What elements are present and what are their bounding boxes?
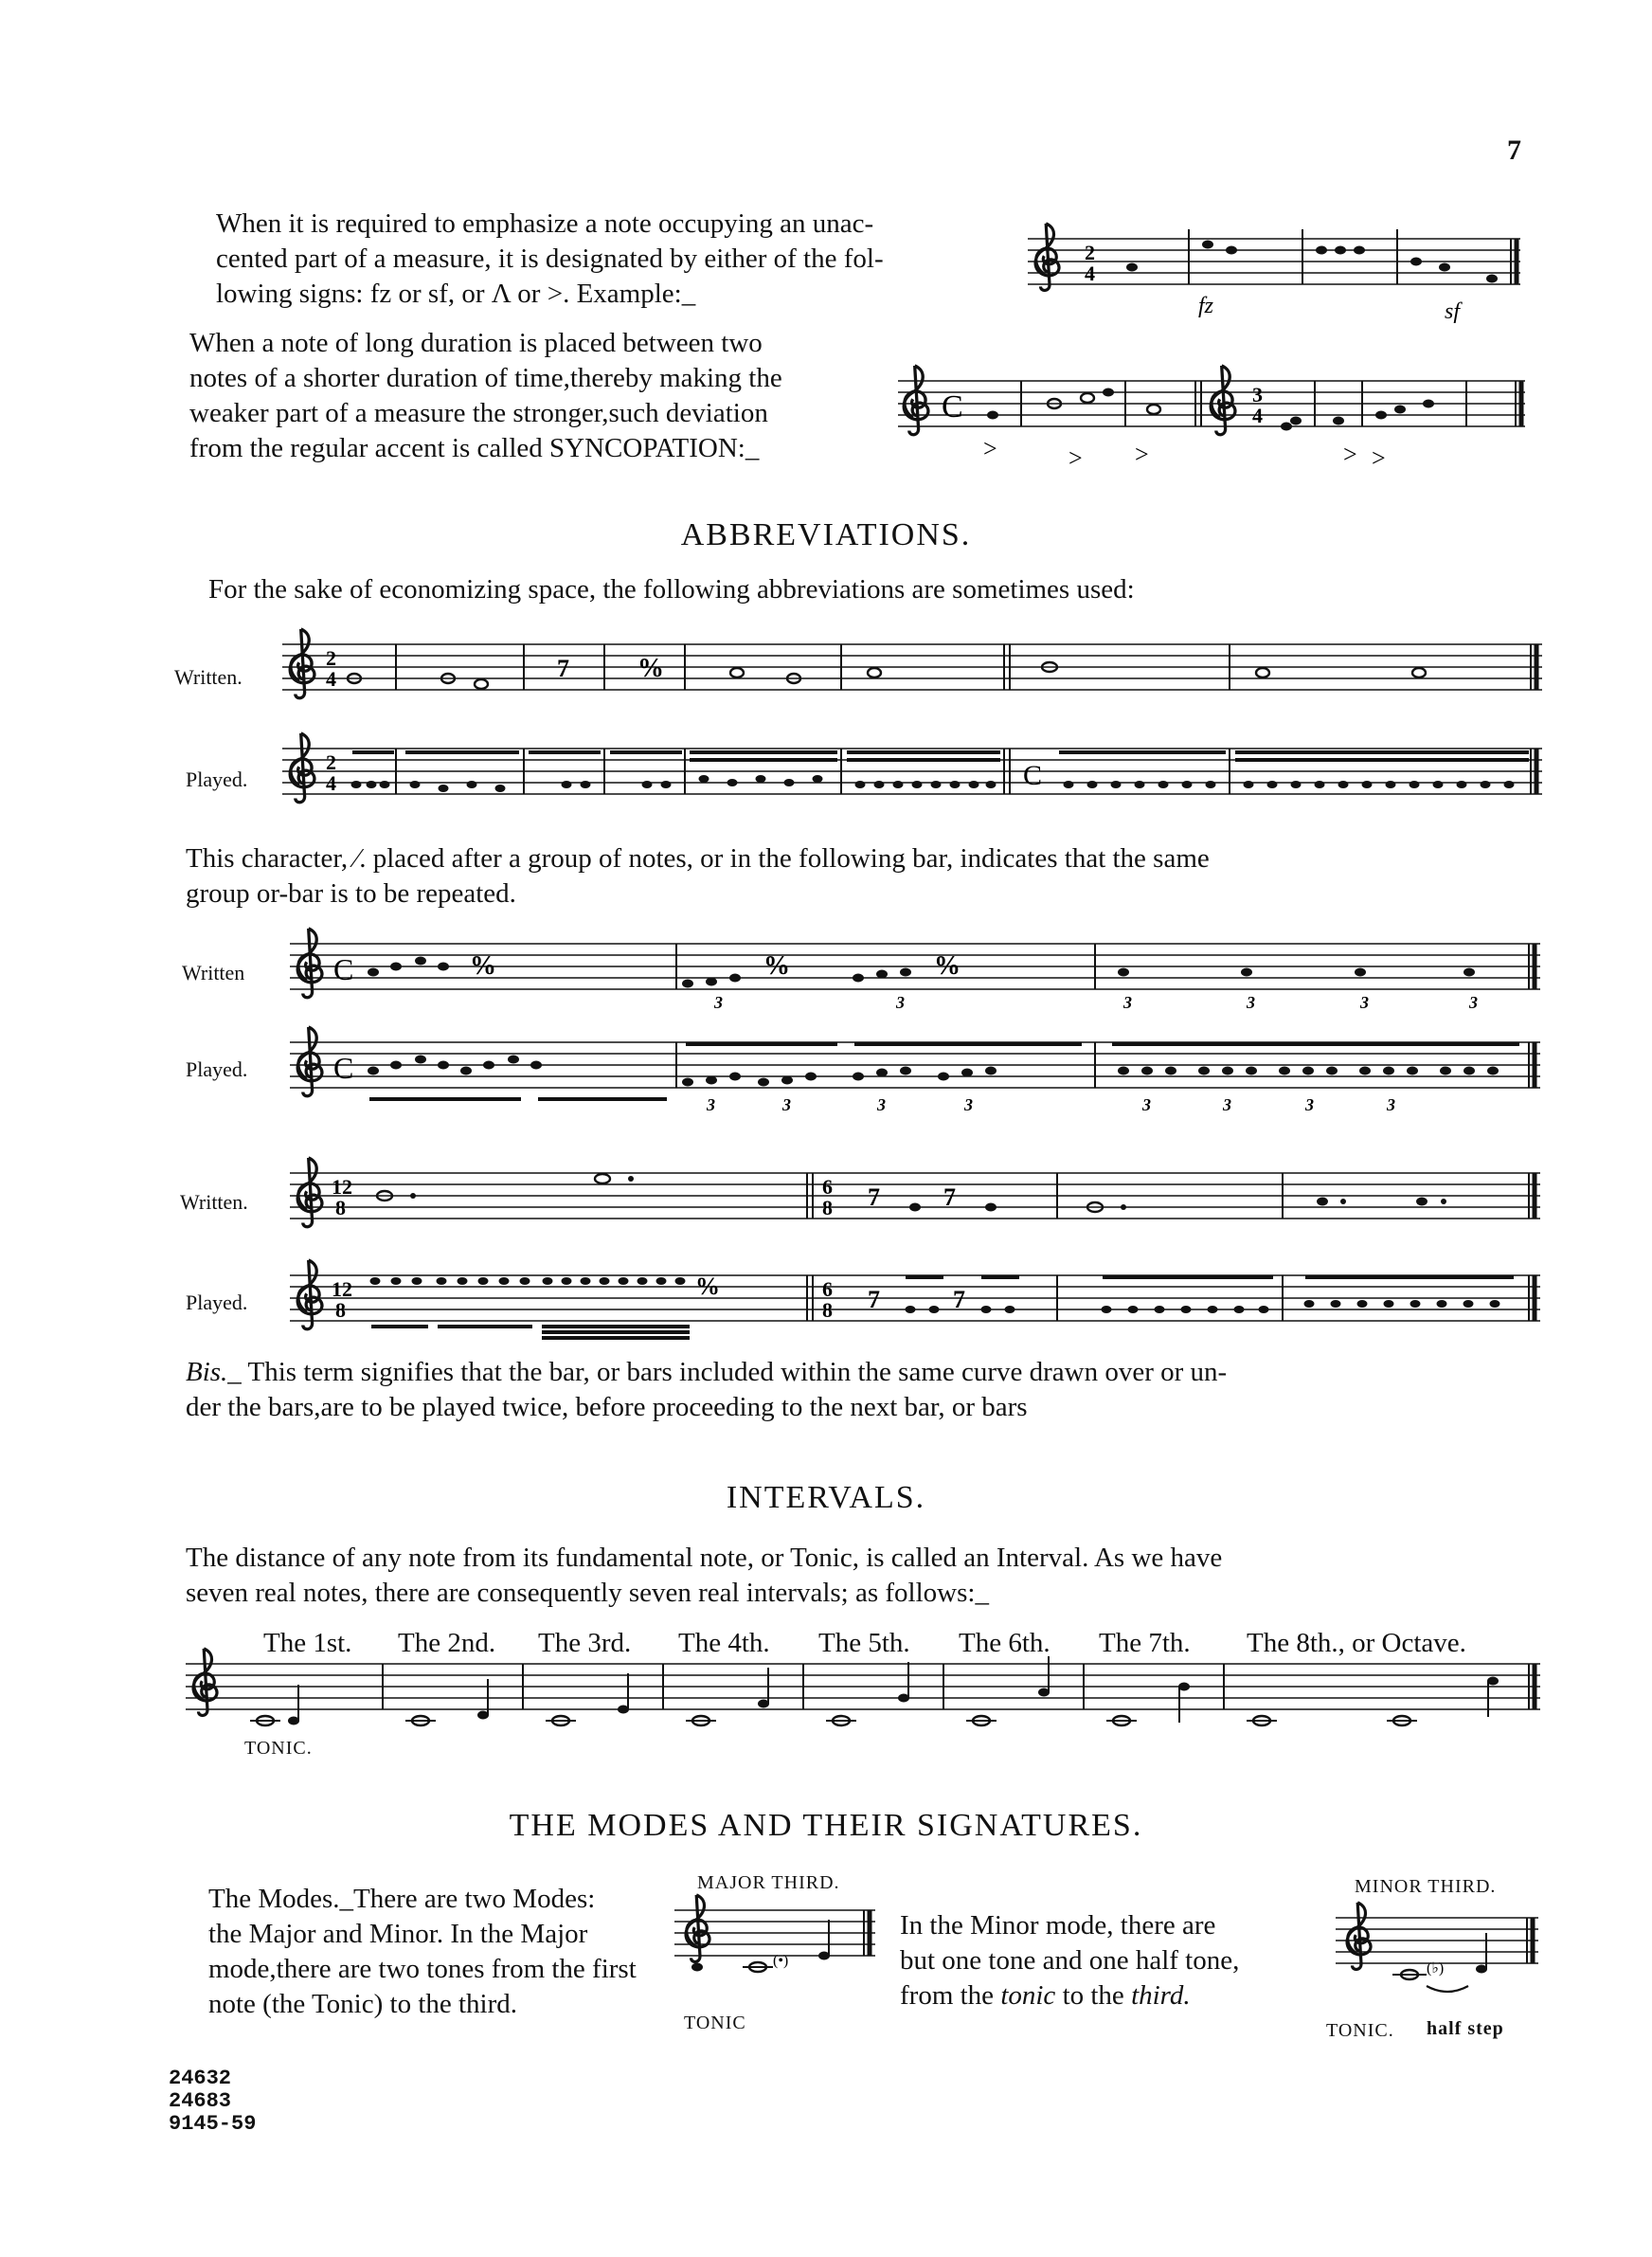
- major-mode-paragraph: [208, 1882, 637, 2022]
- abbrev-played-staff-1: [282, 730, 1542, 824]
- abbrev-played-staff-3: [290, 1256, 1540, 1351]
- intervals-line-2: seven real notes, there are consequently seven real intervals; as follows:_: [186, 1578, 989, 1608]
- modes-heading: THE MODES AND THEIR SIGNATURES.: [509, 1808, 1143, 1843]
- minor-line-3b: to the: [1055, 1980, 1132, 2011]
- svg-text:7: 7: [557, 655, 569, 682]
- major-tonic-label: TONIC: [684, 2013, 746, 2033]
- sf-mark: sf: [1445, 299, 1461, 324]
- minor-line-1: In the Minor mode, there are: [900, 1910, 1216, 1941]
- svg-text:6: 6: [822, 1175, 833, 1199]
- intervals-heading: INTERVALS.: [726, 1480, 926, 1515]
- abbrev-written-staff-1: [282, 625, 1542, 720]
- svg-text:2: 2: [326, 750, 336, 774]
- major-line-1: The Modes._There are two Modes:: [208, 1884, 596, 1914]
- svg-text:3: 3: [896, 993, 905, 1012]
- svg-text:3: 3: [1142, 1095, 1151, 1114]
- interval-2nd: The 2nd.: [398, 1628, 496, 1658]
- svg-text:4: 4: [1252, 404, 1263, 427]
- intervals-staff: [186, 1654, 1540, 1749]
- svg-text:3: 3: [877, 1095, 886, 1114]
- syncopation-paragraph: [189, 326, 782, 466]
- treble-clef-icon: [193, 1649, 217, 1716]
- svg-text:3: 3: [1387, 1095, 1395, 1114]
- bis-line-2: der the bars,are to be played twice, before proceeding to the next bar, or bars: [186, 1392, 1028, 1422]
- svg-text:(♭): (♭): [1427, 1960, 1445, 1977]
- syncopation-line-2: notes of a shorter duration of time,thereby making the: [189, 363, 782, 393]
- svg-text:3: 3: [1469, 993, 1478, 1012]
- svg-text:2: 2: [326, 646, 336, 670]
- minor-line-3a: from the: [900, 1980, 1001, 2011]
- interval-3rd: The 3rd.: [538, 1628, 632, 1658]
- svg-text:3: 3: [964, 1095, 973, 1114]
- svg-text:>: >: [1068, 444, 1083, 472]
- svg-text:>: >: [1372, 444, 1386, 472]
- svg-text:3: 3: [1252, 383, 1263, 406]
- repeat-line-1: This character, ∕. placed after a group of notes, or in the following bar, indicates that the same: [186, 843, 1210, 874]
- syncopation-line-4: from the regular accent is called SYNCOPATION:_: [189, 433, 760, 463]
- repeat-paragraph: [186, 841, 1210, 912]
- tonic-word: tonic: [1000, 1980, 1056, 2011]
- svg-text:12: 12: [332, 1277, 352, 1301]
- interval-4th: The 4th.: [678, 1628, 770, 1658]
- repeat-sign-icon: %: [934, 951, 961, 981]
- repeat-sign-icon: %: [763, 951, 790, 981]
- svg-text:(•): (•): [773, 1953, 789, 1969]
- treble-clef-icon: [297, 929, 322, 998]
- fz-mark: fz: [1198, 294, 1214, 318]
- treble-clef-icon: [904, 366, 928, 435]
- common-time-icon: C: [333, 952, 354, 986]
- minor-mode-paragraph: [900, 1908, 1239, 2013]
- major-line-3: mode,there are two tones from the first: [208, 1954, 637, 1984]
- major-third-label: MAJOR THIRD.: [697, 1872, 840, 1893]
- minor-tonic-label: TONIC.: [1326, 2020, 1394, 2041]
- svg-text:3: 3: [1305, 1095, 1314, 1114]
- treble-clef-icon: [290, 629, 314, 698]
- syncopation-line-3: weaker part of a measure the stronger,such deviation: [189, 398, 768, 428]
- played-label-3: Played.: [186, 1291, 248, 1314]
- intervals-paragraph: [186, 1541, 1222, 1611]
- interval-5th: The 5th.: [818, 1628, 910, 1658]
- treble-clef-icon: [1347, 1903, 1371, 1970]
- interval-1st: The 1st.: [263, 1628, 352, 1658]
- written-label-2: Written: [182, 961, 245, 984]
- treble-clef-icon: [1211, 366, 1235, 435]
- svg-text:3: 3: [1360, 993, 1369, 1012]
- svg-text:>: >: [1135, 441, 1149, 468]
- svg-text:7: 7: [868, 1286, 880, 1313]
- minor-third-label: MINOR THIRD.: [1355, 1876, 1497, 1897]
- interval-6th: The 6th.: [959, 1628, 1050, 1658]
- repeat-line-2: group or-bar is to be repeated.: [186, 878, 516, 909]
- treble-clef-icon: [297, 1158, 322, 1227]
- svg-text:8: 8: [822, 1298, 833, 1322]
- major-line-2: the Major and Minor. In the Major: [208, 1919, 588, 1949]
- treble-clef-icon: [290, 733, 314, 803]
- syncopation-example-staff: [898, 368, 1525, 472]
- treble-clef-icon: [297, 1260, 322, 1329]
- svg-text:3: 3: [1223, 1095, 1231, 1114]
- svg-text:>: >: [1343, 441, 1357, 468]
- bis-paragraph: [186, 1355, 1227, 1425]
- minor-third-staff: [1336, 1905, 1538, 2009]
- abbreviations-heading: ABBREVIATIONS.: [680, 517, 972, 552]
- plate-numbers: [169, 2067, 256, 2136]
- svg-text:3: 3: [782, 1095, 791, 1114]
- half-step-label: half step: [1427, 2018, 1504, 2039]
- time-signature-2: 2: [1085, 241, 1095, 264]
- bis-line-1: This term signifies that the bar, or bars included within the same curve drawn over or un-: [241, 1357, 1228, 1387]
- accent-line-2: cented part of a measure, it is designated by either of the fol-: [216, 244, 884, 274]
- plate-number-2: 24683: [169, 2089, 232, 2113]
- plate-number-1: 24632: [169, 2067, 232, 2090]
- svg-text:7: 7: [868, 1183, 880, 1211]
- played-label: Played.: [186, 767, 248, 791]
- major-line-4: note (the Tonic) to the third.: [208, 1989, 518, 2019]
- abbrev-played-staff-2: [290, 1025, 1540, 1120]
- svg-text:6: 6: [822, 1277, 833, 1301]
- treble-clef-icon: [297, 1027, 322, 1096]
- written-label: Written.: [174, 665, 242, 689]
- accent-line-1: When it is required to emphasize a note occupying an unac-: [216, 208, 874, 239]
- abbrev-written-staff-3: [290, 1154, 1540, 1249]
- svg-text:3: 3: [1247, 993, 1255, 1012]
- interval-8th: The 8th., or Octave.: [1247, 1628, 1466, 1658]
- svg-text:12: 12: [332, 1175, 352, 1199]
- written-label-3: Written.: [180, 1190, 248, 1214]
- major-third-staff: [674, 1897, 875, 1992]
- accent-marks: [983, 435, 1386, 472]
- repeat-sign-icon: %: [470, 951, 496, 981]
- syncopation-line-1: When a note of long duration is placed between two: [189, 328, 763, 358]
- svg-text:7: 7: [953, 1286, 965, 1313]
- staff-lines: [1028, 239, 1520, 284]
- treble-clef-icon: [686, 1895, 709, 1962]
- page-number: 7: [1507, 135, 1521, 166]
- time-signature-4: 4: [1085, 262, 1095, 285]
- treble-clef-icon: [1035, 224, 1059, 291]
- minor-line-2: but one tone and one half tone,: [900, 1945, 1240, 1976]
- svg-text:4: 4: [326, 771, 336, 795]
- plate-number-3: 9145-59: [169, 2112, 257, 2136]
- common-time-icon: C: [333, 1051, 354, 1085]
- common-time-icon: C: [942, 389, 963, 424]
- svg-text:3: 3: [707, 1095, 715, 1114]
- accent-line-3: lowing signs: fz or sf, or Λ or >. Example:_: [216, 279, 696, 309]
- repeat-sign-icon: %: [637, 654, 664, 683]
- intervals-line-1: The distance of any note from its fundamental note, or Tonic, is called an Interval. As we have: [186, 1543, 1223, 1573]
- played-label-2: Played.: [186, 1057, 248, 1081]
- abbrev-written-staff-2: [290, 927, 1540, 1021]
- svg-text:8: 8: [335, 1196, 346, 1219]
- interval-7th: The 7th.: [1099, 1628, 1191, 1658]
- bis-term: Bis._: [186, 1357, 242, 1387]
- abbreviations-intro: For the sake of economizing space, the following abbreviations are sometimes used:: [208, 574, 1135, 605]
- third-word: third.: [1131, 1980, 1191, 2011]
- tonic-label: TONIC.: [244, 1738, 313, 1759]
- accent-paragraph: [216, 207, 884, 312]
- svg-text:7: 7: [943, 1183, 956, 1211]
- accent-example-staff: [1028, 229, 1520, 324]
- svg-text:4: 4: [326, 667, 336, 691]
- repeat-sign-icon: %: [695, 1273, 720, 1300]
- svg-text:3: 3: [714, 993, 723, 1012]
- svg-text:>: >: [983, 435, 997, 462]
- svg-text:8: 8: [335, 1298, 346, 1322]
- svg-text:3: 3: [1123, 993, 1132, 1012]
- common-time-icon: C: [1023, 760, 1043, 791]
- svg-text:8: 8: [822, 1196, 833, 1219]
